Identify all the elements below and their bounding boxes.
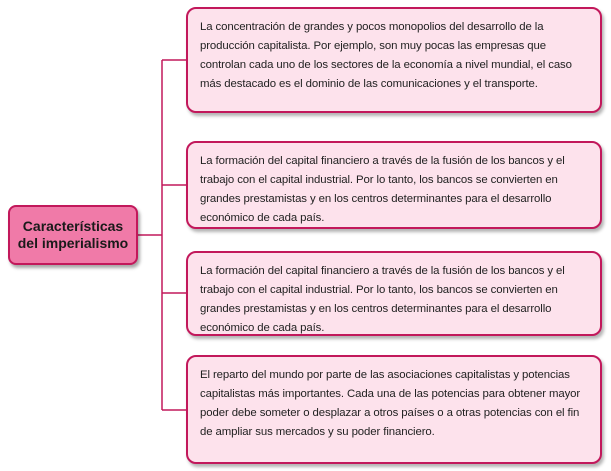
branch-card-2 — [186, 141, 602, 229]
branch-card-text: La concentración de grandes y pocos monopolios del desarrollo de la producción capitalista. Por ejemplo, son muy pocas las empresas que controlan cada uno de los sectores de la economía a nivel mundial, el caso más destacado es el dominio de las comunicaciones y el transporte. — [200, 21, 572, 90]
root-label: Características del imperialismo — [17, 218, 129, 251]
branch-card-1 — [186, 7, 602, 113]
root-node — [8, 205, 138, 265]
branch-card-text: El reparto del mundo por parte de las asociaciones capitalistas y potencias capitalistas más importantes. Cada una de las potencias para obtener mayor poder debe someter o desplazar a otros países o a otras potencias con el fin de ampliar sus mercados y su poder financiero. — [200, 369, 581, 438]
branch-card-text: La formación del capital financiero a través de la fusión de los bancos y el trabajo con el capital industrial. Por lo tanto, los bancos se convierten en grandes prestamistas y en los centros determinantes para el desarrollo económico de cada país. — [200, 265, 565, 334]
branch-card-3 — [186, 251, 602, 336]
branch-card-4 — [186, 355, 602, 464]
branch-card-text: La formación del capital financiero a través de la fusión de los bancos y el trabajo con el capital industrial. Por lo tanto, los bancos se convierten en grandes prestamistas y en los centros determinantes para el desarrollo económico de cada país. — [200, 155, 565, 224]
